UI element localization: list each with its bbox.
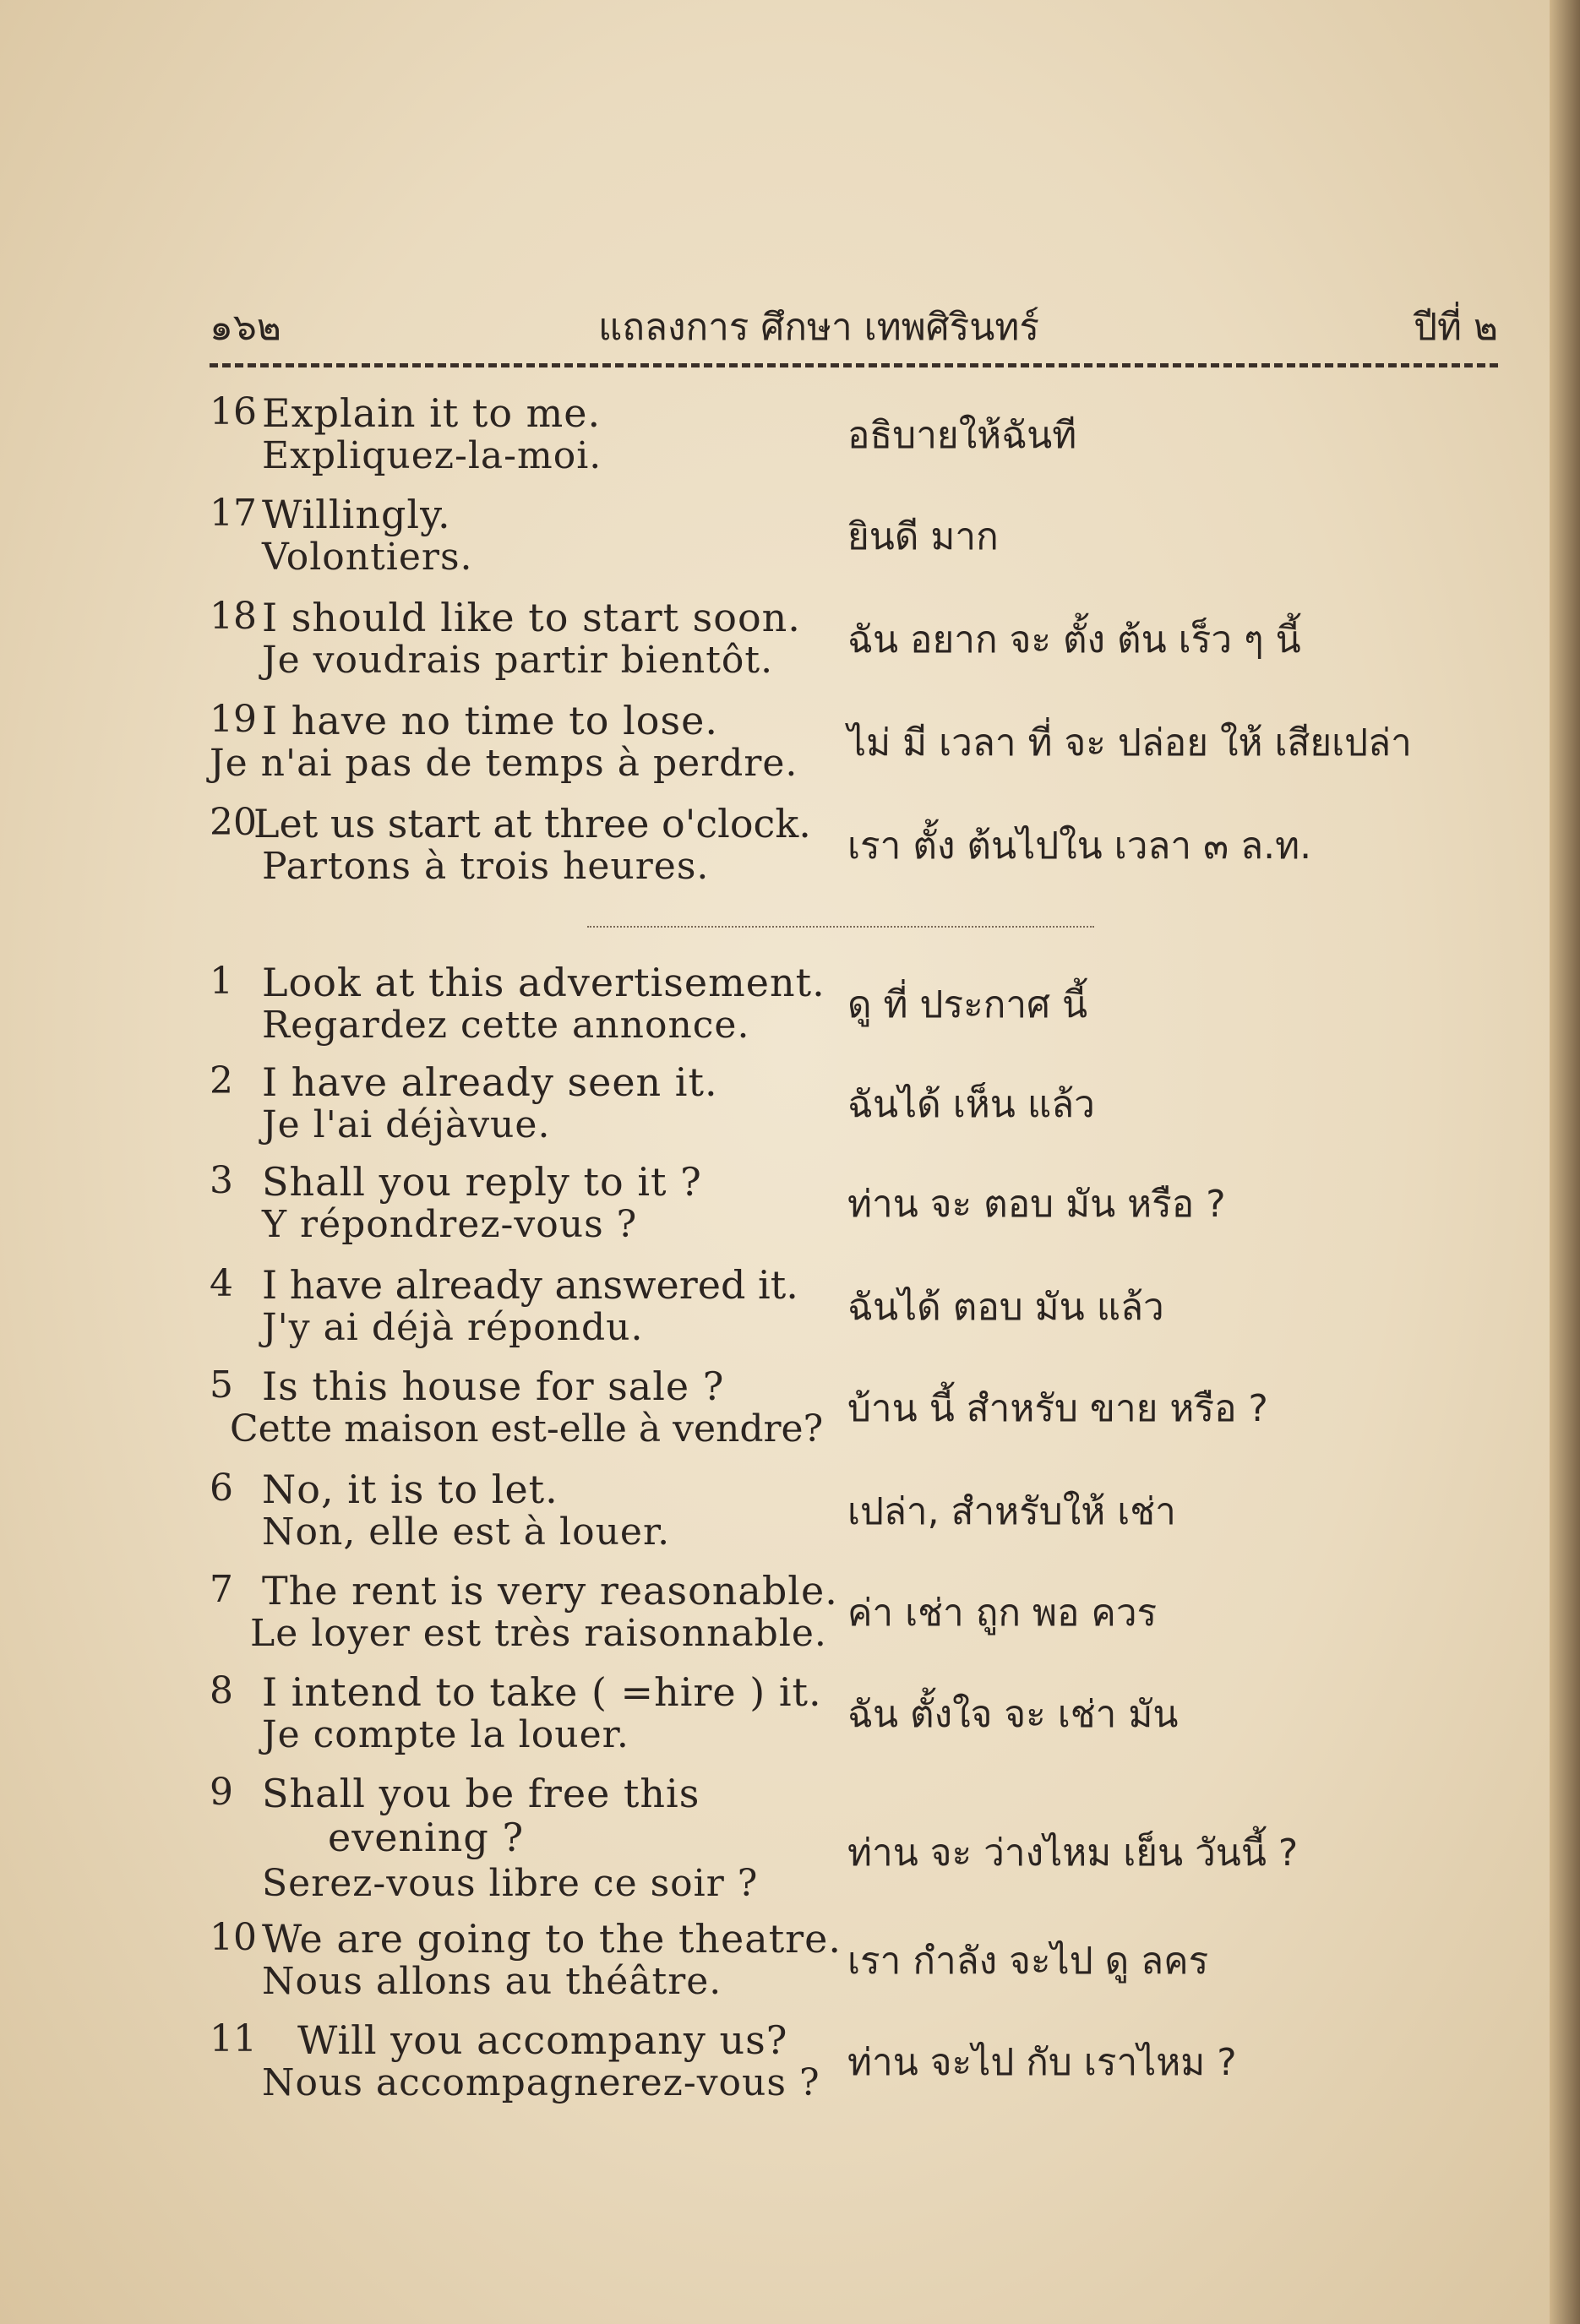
page-edge-shadow (1550, 0, 1580, 2324)
french-phrase: Le loyer est très raisonnable. (250, 1612, 827, 1655)
thai-phrase: ฉัน ตั้งใจ จะ เช่า มัน (847, 1693, 1179, 1736)
french-phrase: Serez-vous libre ce soir ? (262, 1862, 759, 1905)
english-phrase: I should like to start soon. (262, 595, 801, 640)
entry-number: 5 (210, 1363, 233, 1407)
entry-number: 1 (210, 960, 233, 1003)
thai-phrase: เรา กำลัง จะไป ดู ลคร (847, 1940, 1209, 1983)
thai-phrase: บ้าน นี้ สำหรับ ขาย หรือ ? (847, 1387, 1268, 1430)
thai-phrase: ดู ที่ ประกาศ นี้ (847, 983, 1088, 1026)
page-number: ๑๖๒ (210, 306, 281, 349)
french-phrase: Expliquez-la-moi. (262, 434, 602, 477)
english-phrase: Is this house for sale ? (262, 1363, 725, 1409)
english-phrase: I have already seen it. (262, 1059, 718, 1105)
english-phrase-continued: evening ? (328, 1815, 525, 1860)
french-phrase: Nous allons au théâtre. (262, 1960, 722, 2003)
entry-number: 2 (210, 1059, 233, 1102)
thai-phrase: ค่า เช่า ถูก พอ ควร (847, 1592, 1158, 1635)
french-phrase: Je voudrais partir bientôt. (262, 639, 774, 682)
english-phrase: I have already answered it. (262, 1262, 798, 1308)
thai-phrase: ยินดี มาก (847, 515, 999, 558)
thai-phrase: อธิบายให้ฉันที (847, 414, 1077, 457)
french-phrase: Regardez cette annonce. (262, 1004, 750, 1047)
french-phrase: Je n'ai pas de temps à perdre. (210, 742, 798, 785)
english-phrase: Let us start at three o'clock. (253, 801, 811, 846)
year-label: ปีที่ ๒ (1414, 306, 1498, 349)
french-phrase: Non, elle est à louer. (262, 1510, 671, 1554)
thai-phrase: ฉันได้ ตอบ มัน แล้ว (847, 1286, 1164, 1329)
english-phrase: Shall you reply to it ? (262, 1159, 702, 1205)
entry-number: 8 (210, 1669, 233, 1712)
entry-number: 19 (210, 698, 257, 741)
english-phrase: The rent is very reasonable. (262, 1568, 838, 1614)
thai-phrase: ท่าน จะ ตอบ มัน หรือ ? (847, 1183, 1226, 1226)
entry-number: 7 (210, 1568, 233, 1611)
french-phrase: Partons à trois heures. (262, 845, 710, 888)
english-phrase: We are going to the theatre. (262, 1916, 842, 1962)
entry-number: 3 (210, 1159, 233, 1202)
english-phrase: No, it is to let. (262, 1467, 558, 1512)
thai-phrase: ฉันได้ เห็น แล้ว (847, 1083, 1095, 1126)
english-phrase: Willingly. (262, 492, 451, 537)
thai-phrase: เรา ตั้ง ต้นไปใน เวลา ๓ ล.ท. (847, 825, 1312, 868)
english-phrase: I intend to take ( =hire ) it. (262, 1669, 822, 1715)
english-phrase: Explain it to me. (262, 390, 602, 436)
running-title: แถลงการ ศึกษา เทพศิรินทร์ (598, 306, 1040, 349)
thai-phrase: ท่าน จะไป กับ เราไหม ? (847, 2041, 1237, 2084)
french-phrase: Je l'ai déjàvue. (262, 1103, 551, 1146)
entry-number: 20 (210, 801, 257, 844)
page-header (210, 297, 1498, 356)
entry-number: 9 (210, 1771, 233, 1814)
thai-phrase: เปล่า, สำหรับให้ เช่า (847, 1490, 1176, 1533)
entry-number: 17 (210, 492, 257, 535)
header-rule (210, 363, 1498, 367)
english-phrase: I have no time to lose. (262, 698, 718, 743)
thai-phrase: ฉัน อยาก จะ ตั้ง ต้น เร็ว ๆ นี้ (847, 618, 1301, 661)
english-phrase: Look at this advertisement. (262, 960, 825, 1005)
english-phrase: Shall you be free this (262, 1771, 700, 1816)
french-phrase: Volontiers. (262, 536, 473, 579)
entry-number: 4 (210, 1262, 233, 1305)
section-divider (587, 926, 1094, 928)
english-phrase: Will you accompany us? (297, 2017, 788, 2063)
french-phrase: Y répondrez-vous ? (262, 1203, 638, 1246)
entry-number: 6 (210, 1467, 233, 1510)
entry-number: 11 (210, 2017, 257, 2060)
thai-phrase: ไม่ มี เวลา ที่ จะ ปล่อย ให้ เสียเปล่า (847, 721, 1412, 765)
thai-phrase: ท่าน จะ ว่างไหม เย็น วันนี้ ? (847, 1831, 1299, 1875)
entry-number: 10 (210, 1916, 257, 1959)
french-phrase: Nous accompagnerez-vous ? (262, 2061, 820, 2104)
french-phrase: Je compte la louer. (262, 1713, 629, 1756)
entry-number: 16 (210, 390, 257, 433)
french-phrase: Cette maison est-elle à vendre? (230, 1407, 824, 1450)
entry-number: 18 (210, 595, 257, 638)
french-phrase: J'y ai déjà répondu. (262, 1306, 644, 1349)
